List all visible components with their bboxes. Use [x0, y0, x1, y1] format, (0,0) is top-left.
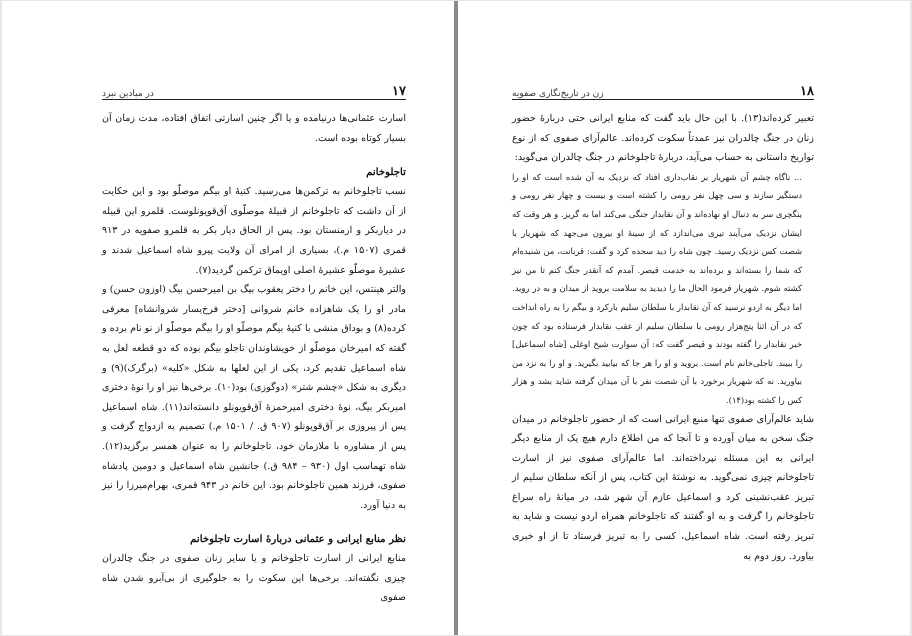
left-paragraph-4: منابع ایرانی از اسارت تاجلوخانم و یا سایر زنان صفوی در جنگ چالدران چیزی نگفته‌اند. برخی‌ها این سکوت را به جلوگیری از بی‌آبرو شدن شاه صفوی [102, 553, 406, 604]
left-paragraph-3: والتر هینتس، این خانم را دختر یعقوب بیگ بن امیرحسن بیگ (اوزون حسن) و مادر او را یک شاهزاده خانم شروانی [دختر فرخ‌یسار شروانشاه] معرفی کرده(۸) و بوداق منشی با کنیهٔ بیگم موصلّو او را بیگم موصلّو از نو نام برده و گفته که امیرخان موصلّو از خویشاوندان تاجلو بیگم بوده که دو قطعه لعل به شاه اسماعیل تقدیم کرد، یکی از این لعلها به شکل «کلیه» (برگرک)(۹) و دیگری به شکل «چشم شتر» (دوگوزی) بود(۱۰). برخی‌ها نیز او را نوهٔ دختری امیربکر بیگ، نوهٔ دختری امیرحمزهٔ آق‌قویونلو دانسته‌اند(۱۱). شاه اسماعیل پس از پیروزی بر آق‌قویونلو (۹۰۷ ق. / ۱۵۰۱ م.) تصمیم به ازدواج گرفت و پس از مشاوره با ملازمان خود، تاجلوخانم را به عنوان همسر برگزید(۱۲). شاه تهماسب اول (۹۳۰ – ۹۸۴ ق.) جانشین شاه اسماعیل و دومین پادشاه صفوی، فرزند همین تاجلوخانم بود. این خانم در ۹۴۳ قمری، بهرام‌میرزا را نیز به دنیا آورد. [102, 284, 407, 511]
right-page-header [512, 79, 814, 99]
left-paragraph-2: نسب تاجلوخانم به ترکمن‌ها می‌رسید. کنیهٔ او بیگم موصلّو بود و این حکایت از آن داشت که تاجلوخانم از قبیلهٔ موصلّوی آق‌قویونلوست. قلمرو این قبیله در دیاربکر و ارمنستان بود. پس از الحاق دیار بکر به قلمرو صفویه در ۹۱۳ قمری (۱۵۰۷ م.)، بسیاری از امرای آن ولایت پیرو شاه اسماعیل شدند و عشیرهٔ موصلّو عشیرهٔ اصلی اویماق ترکمن گردید(۷). [102, 186, 406, 276]
left-page-body [102, 109, 406, 608]
left-running-title: در میادین نبرد [102, 89, 154, 99]
left-header-rule [102, 99, 406, 100]
right-page-number: ۱۸ [800, 84, 814, 99]
left-paragraph-1: اسارت عثمانی‌ها درنیامده و یا اگر چنین اسارتی اتفاق افتاده، مدت زمان آن بسیار کوتاه بوده است. [102, 113, 406, 144]
right-paragraph-2: شاید عالم‌آرای صفوی تنها منبع ایرانی است که از حضور تاجلوخانم در میدان جنگ سخن به میان آورده و تا آنجا که من اطلاع دارم هیچ یک از منابع دیگر ایرانی به این مسئله نپرداخته‌اند. اما عالم‌آرای صفوی نیز از اسارت تاجلوخانم چیزی نمی‌گوید. به نوشتهٔ این کتاب، پس از آنکه سلطان سلیم از تبریز عقب‌نشینی کرد و اسماعیل عازم آن شهر شد، در میانهٔ راه سراغ تاجلوخانم را گرفت و به او گفتند که تاجلوخانم همراه اردو نیست و شاید به تبریز رفته است. شاه اسماعیل، کسی را به تبریز فرستاد تا از او خبری بیاورد. روز دوم به [512, 413, 814, 562]
spacer [102, 148, 406, 162]
right-block-quote: ... ناگاه چشم آن شهریار بر نقاب‌داری افتاد که نزدیک به آن شده است که او را دستگیر سازند و سی چهل نفر رومی را کشته است و بیست و چهار نفر رومی و ینگچری سر به دنبال او نهاده‌اند و آن نقابدار جنگی می‌کند اما به گریز. و هر وقت که ایشان نزدیک می‌آیند تیری می‌اندازد که از سینهٔ او بیرون می‌جهد که شهریار با شصت کس نزدیک رسید. چون شاه را دید سجده کرد و گفت: قربانت، من شنیده‌ام که شما را بسته‌اند و برده‌اند به خدمت قیصر. آمدم که آنقدر جنگ کنم تا من نیز کشته شوم. شهریار فرمود الحال ما را دیدید به سلامت بروید از میدان و به در روید. اما دیگر به اردو نرسید که آن نقابدار با سلطان سلیم بارکرد و بیگم را به راه انداخت که در آن اثنا پنج‌هزار رومی با سلطان سلیم از عقب نقابدار فرستاده بود که چون خبر نقابدار را گفته بودند و قیصر گفت که: آن سوارت شیخ اوغلی [شاه اسماعیل] را ببیند. تاجلی‌خانم نام است. بروید و او را هر جا که بیابید بگیرید. و او را به نزد من بیاورید. نه که شهریار برخورد با آن شصت نفر با آن میدان گرفته شاید بشد و هزار کس را کشته بود(۱۴). [512, 171, 802, 405]
left-page-header [102, 79, 406, 99]
left-page-number: ۱۷ [392, 84, 406, 99]
book-spread [2, 1, 910, 635]
left-page [2, 1, 454, 635]
spacer [102, 515, 406, 529]
left-heading-1: تاجلوخانم [366, 166, 406, 179]
right-paragraph-1: تعبیر کرده‌اند(۱۳). با این حال باید گفت که منابع ایرانی حتی دربارهٔ حضور زنان در جنگ چالدران نیز عمدتاً سکوت کرده‌اند. عالم‌آرای صفوی که از نوع تواریخ داستانی به حساب می‌آید، دربارهٔ تاجلوخانم در جنگ چالدران می‌گوید: [512, 113, 814, 164]
right-running-title: زن در تاریخ‌نگاری صفویه [512, 89, 604, 99]
right-header-rule [512, 99, 814, 100]
right-page-body [512, 109, 814, 566]
left-heading-2: نظر منابع ایرانی و عثمانی دربارهٔ اسارت تاجلوخانم [190, 533, 406, 546]
right-page [458, 1, 910, 635]
